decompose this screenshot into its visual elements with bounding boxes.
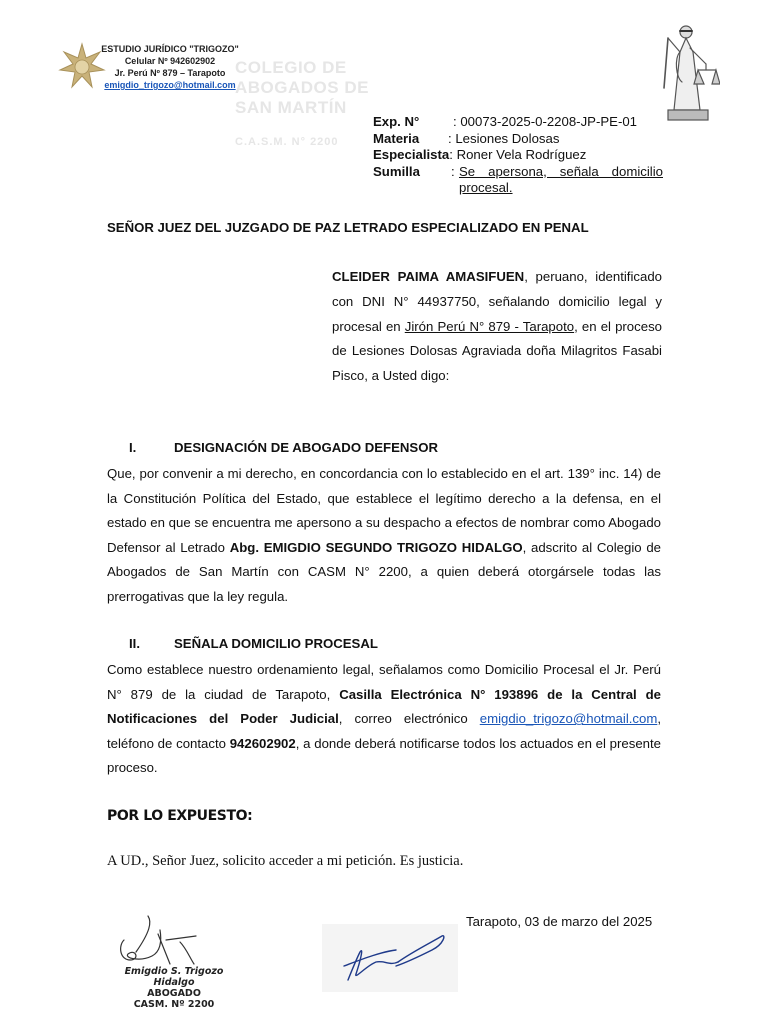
watermark-casm: C.A.S.M. N° 2200: [235, 136, 339, 148]
firm-phone: Celular Nº 942602902: [124, 56, 216, 66]
section-2-heading: [129, 636, 378, 651]
email-link[interactable]: emigdio_trigozo@hotmail.com: [479, 711, 658, 727]
letterhead-text: [100, 43, 240, 91]
section-numeral: II.: [129, 636, 140, 651]
especialista-label: Especialista: [373, 147, 450, 162]
especialista-row: [373, 147, 663, 164]
watermark-line: SAN MARTÍN: [235, 98, 347, 117]
stamp-casm: CASM. Nº 2200: [133, 999, 215, 1010]
paragraph-text: Que, por convenir a mi derecho, en concordancia con lo establecido en el art. 139° inc. 14) de la Constitución Política del Estado, que establece el legítimo derecho a la defensa, en el estado en que se encuentra me apersono a su despacho a efectos de nombrar como Abogado Defensor al Letrado: [107, 466, 661, 555]
materia-label: Materia: [373, 130, 420, 146]
paragraph-text: , a donde deberá notificarse todos los actuados en el presente proceso.: [107, 735, 661, 776]
firm-name: ESTUDIO JURÍDICO "TRIGOZO": [101, 44, 239, 54]
paragraph-text: , teléfono de contacto: [107, 711, 661, 751]
especialista-value: : Roner Vela Rodríguez: [449, 147, 587, 162]
client-signature-icon: [320, 922, 460, 994]
sumilla-row: [373, 164, 663, 197]
section-1-paragraph: [107, 462, 661, 610]
firm-seal-star-icon: [58, 42, 106, 90]
paragraph-text: Como establece nuestro ordenamiento legal, señalamos como Domicilio Procesal el Jr. Perú N° 879 de la ciudad de Tarapoto,: [107, 662, 661, 702]
sumilla-colon: :: [451, 163, 455, 179]
case-details: [373, 114, 663, 197]
contact-phone: 942602902: [229, 735, 296, 751]
intro-text: , en el proceso de Lesiones Dolosas Agraviada doña Milagritos Fasabi Pisco, a Usted digo:: [332, 318, 662, 384]
client-name: CLEIDER PAIMA AMASIFUEN: [332, 269, 525, 284]
section-numeral: I.: [129, 440, 137, 455]
intro-text: , peruano, identificado con DNI N° 44937750, señalando domicilio legal y procesal en: [332, 269, 662, 334]
firm-email-link[interactable]: emigdio_trigozo@hotmail.com: [104, 80, 236, 90]
materia-value: : Lesiones Dolosas: [448, 130, 560, 146]
sumilla-value: Se apersona, señala domicilio procesal.: [459, 163, 663, 195]
stamp-name: Emigdio S. Trigozo Hidalgo: [124, 966, 224, 988]
section-title: DESIGNACIÓN DE ABOGADO DEFENSOR: [174, 440, 439, 455]
watermark-line: COLEGIO DE: [235, 58, 347, 77]
paragraph-text: , correo electrónico: [338, 711, 480, 727]
watermark-line: ABOGADOS DE: [235, 78, 369, 97]
section-1-heading: [129, 440, 438, 455]
place-date: Tarapoto, 03 de marzo del 2025: [466, 914, 653, 929]
stamp-title: ABOGADO: [147, 988, 201, 999]
paragraph-text: , adscrito al Colegio de Abogados de San Martín con CASM N° 2200, a quien deberá otorgársele todas las prerrogativas que la ley regula.: [107, 539, 661, 604]
por-lo-expuesto-heading: POR LO EXPUESTO:: [107, 808, 253, 824]
intro-address: Jirón Perú N° 879 - Tarapoto: [404, 318, 575, 334]
section-2-paragraph: [107, 658, 661, 781]
lady-justice-icon: [660, 18, 720, 124]
petition-text: A UD., Señor Juez, solicito acceder a mi petición. Es justicia.: [107, 853, 464, 869]
bar-association-watermark: [235, 58, 369, 152]
exp-value: : 00073-2025-0-2208-JP-PE-01: [453, 114, 638, 129]
exp-row: [373, 114, 663, 131]
section-title: SEÑALA DOMICILIO PROCESAL: [174, 636, 378, 651]
lawyer-name: Abg. EMIGDIO SEGUNDO TRIGOZO HIDALGO: [229, 539, 523, 555]
addressee-heading: SEÑOR JUEZ DEL JUZGADO DE PAZ LETRADO ESPECIALIZADO EN PENAL: [107, 220, 589, 235]
materia-row: [373, 131, 663, 148]
electronic-box: Casilla Electrónica N° 193896 de la Central de Notificaciones del Poder Judicial: [107, 686, 661, 727]
lawyer-stamp: [104, 966, 244, 1010]
firm-address: Jr. Perú Nº 879 – Tarapoto: [114, 68, 226, 78]
exp-label: Exp. N°: [373, 114, 420, 129]
sumilla-label: Sumilla: [373, 163, 420, 179]
intro-paragraph: [332, 265, 662, 389]
